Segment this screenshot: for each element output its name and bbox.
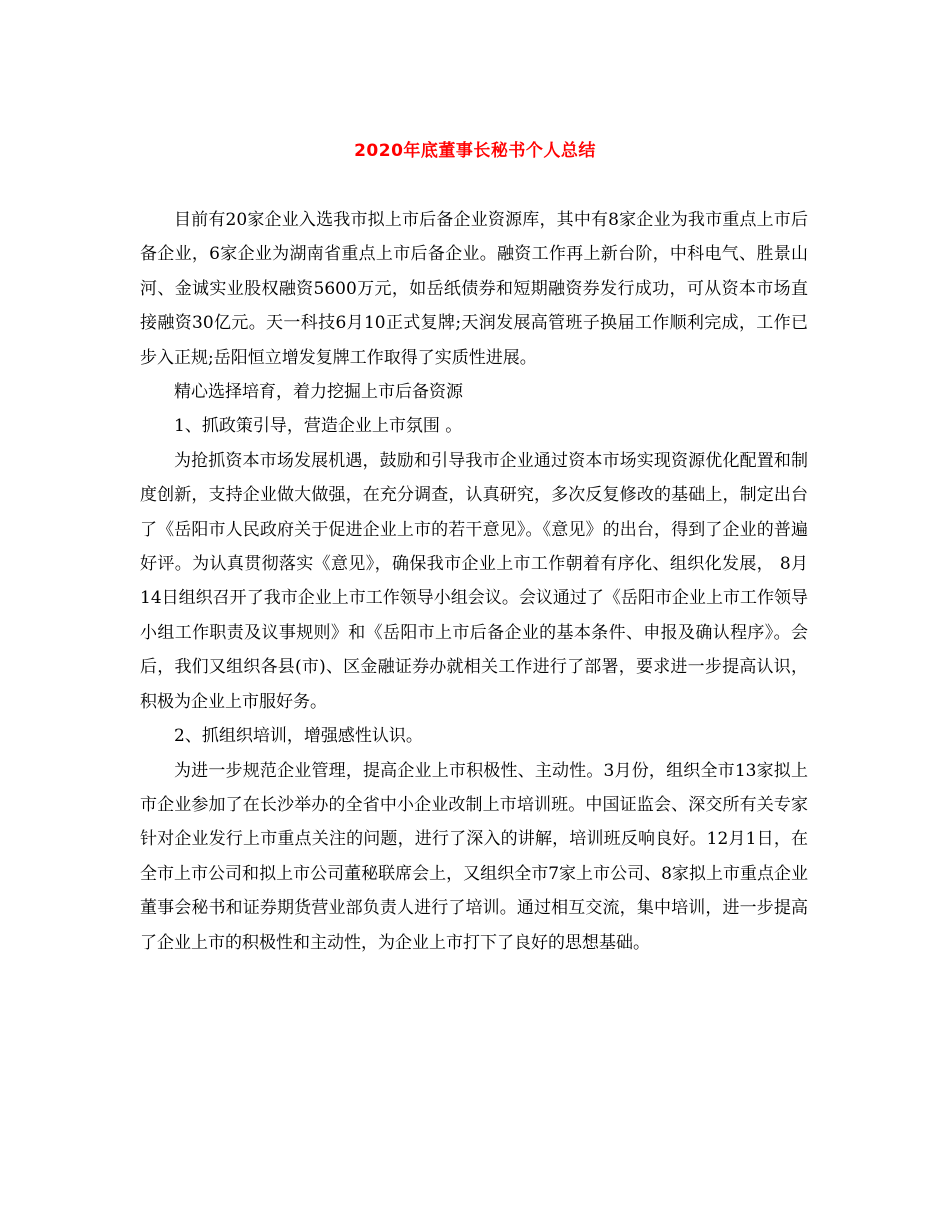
paragraph: 为进一步规范企业管理，提高企业上市积极性、主动性。3月份，组织全市13家拟上市企业参加了在长沙举办的全省中小企业改制上市培训班。中国证监会、深交所有关专家针对企业发行上市重点关注的问题，进行了深入的讲解，培训班反响良好。12月1日，在全市上市公司和拟上市公司董秘联席会上，又组织全市7家上市公司、8家拟上市重点企业董事会秘书和证券期货营业部负责人进行了培训。通过相互交流，集中培训，进一步提高了企业上市的积极性和主动性，为企业上市打下了良好的思想基础。 xyxy=(140,760,808,953)
paragraph: 为抢抓资本市场发展机遇，鼓励和引导我市企业通过资本市场实现资源优化配置和制度创新，支持企业做大做强，在充分调查，认真研究，多次反复修改的基础上，制定出台了《岳阳市人民政府关于促进企业上市的若干意见》。《意见》的出台，得到了企业的普遍好评。为认真贯彻落实《意见》，确保我市企业上市工作朝着有序化、组织化发展， 8月14日组织召开了我市企业上市工作领导小组会议。会议通过了《岳阳市企业上市工作领导小组工作职责及议事规则》和《岳阳市上市后备企业的基本条件、申报及确认程序》。会后，我们又组织各县(市)、区金融证券办就相关工作进行了部署，要求进一步提高认识，积极为企业上市服好务。 xyxy=(140,450,808,712)
paragraph: 精心选择培育，着力挖掘上市后备资源 xyxy=(174,382,463,403)
paragraph: 2、抓组织培训，增强感性认识。 xyxy=(174,726,423,747)
document-title: 2020年底董事长秘书个人总结 xyxy=(354,141,596,161)
paragraph: 目前有20家企业入选我市拟上市后备企业资源库，其中有8家企业为我市重点上市后备企业，6家企业为湖南省重点上市后备企业。融资工作再上新台阶，中科电气、胜景山河、金诚实业股权融资5600万元，如岳纸债券和短期融资券发行成功，可从资本市场直接融资30亿元。天一科技6月10正式复牌;天润发展高管班子换届工作顺利完成，工作已步入正规;岳阳恒立增发复牌工作取得了实质性进展。 xyxy=(140,210,808,368)
document-body xyxy=(140,203,808,960)
paragraph: 1、抓政策引导，营造企业上市氛围 。 xyxy=(174,416,463,437)
